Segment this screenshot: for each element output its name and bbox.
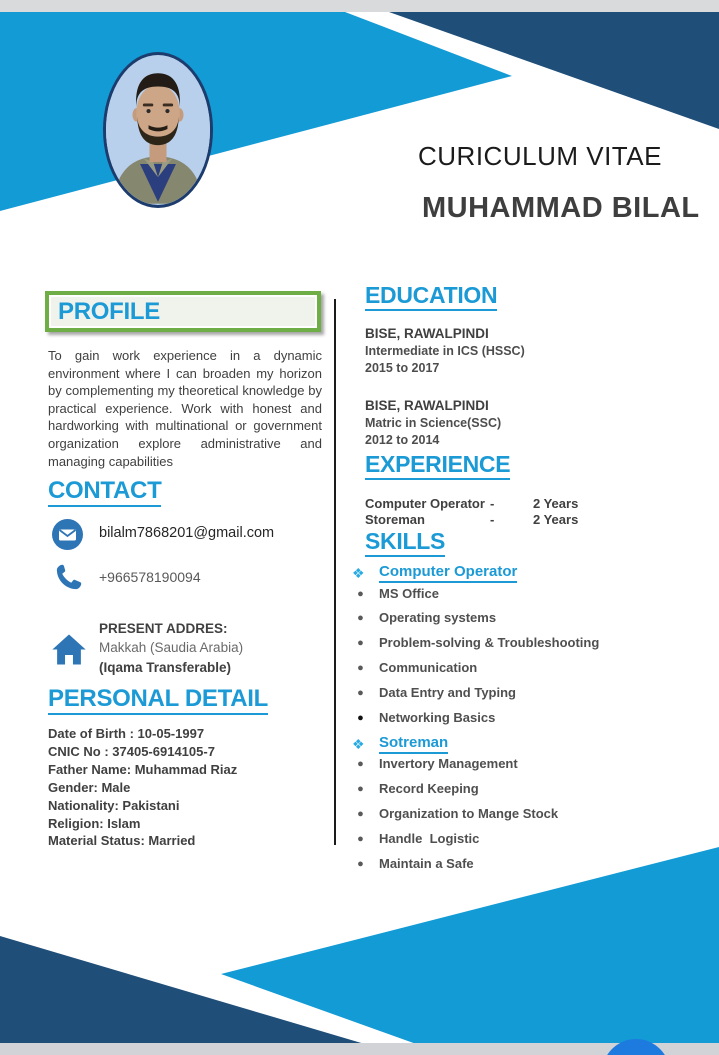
skill-label: Problem-solving & Troubleshooting <box>379 635 600 650</box>
personal-detail-row: CNIC No : 37405-6914105-7 <box>48 743 215 759</box>
skill-label: MS Office <box>379 586 439 601</box>
bullet-icon: ● <box>357 757 364 770</box>
diamond-bullet-icon: ❖ <box>352 735 365 752</box>
personal-detail-row: Nationality: Pakistani <box>48 797 180 813</box>
skill-label: Communication <box>379 660 478 675</box>
skills-heading: SKILLS <box>365 529 445 557</box>
skill-item <box>352 635 599 650</box>
top-left-blue-arrow <box>0 12 512 211</box>
bullet-icon: ● <box>357 711 364 724</box>
bullet-icon: ● <box>357 832 364 845</box>
skill-item <box>352 756 518 771</box>
skill-item <box>352 806 558 821</box>
bullet-icon: ● <box>357 807 364 820</box>
skill-item <box>352 586 439 601</box>
skill-label: Networking Basics <box>379 710 496 725</box>
personal-detail-list <box>48 725 328 850</box>
skill-item <box>352 660 477 675</box>
profile-photo <box>103 52 213 208</box>
bullet-icon: ● <box>357 857 364 870</box>
experience-duration: 2 Years <box>533 512 579 527</box>
skill-item <box>352 710 495 725</box>
skill-label: Record Keeping <box>379 781 479 796</box>
profile-heading-box <box>45 291 321 332</box>
email-value: bilalm7868201@gmail.com <box>99 525 275 541</box>
experience-row <box>365 512 580 527</box>
experience-heading: EXPERIENCE <box>365 452 510 480</box>
viewer-top-strip <box>0 0 719 12</box>
diamond-bullet-icon: ❖ <box>352 564 365 581</box>
profile-heading: PROFILE <box>58 297 160 325</box>
skill-item <box>352 781 479 796</box>
personal-detail-row: Gender: Male <box>48 779 131 795</box>
bullet-icon: ● <box>357 636 364 649</box>
bullet-icon: ● <box>357 611 364 624</box>
education-period: 2012 to 2014 <box>365 433 440 447</box>
skill-group-label: Sotreman <box>379 734 448 754</box>
bullet-icon: ● <box>357 587 364 600</box>
experience-role: Computer Operator <box>365 496 485 511</box>
experience-separator: - <box>490 512 495 527</box>
skill-label: Operating systems <box>379 610 497 625</box>
skill-group-label: Computer Operator <box>379 563 517 583</box>
skill-label: Maintain a Safe <box>379 856 474 871</box>
column-divider <box>334 299 336 845</box>
skill-group-title <box>352 563 517 583</box>
skill-item <box>352 610 496 625</box>
bullet-icon: ● <box>357 782 364 795</box>
skill-item <box>352 685 516 700</box>
personal-detail-row: Religion: Islam <box>48 815 141 831</box>
skill-group-title <box>352 734 448 754</box>
personal-detail-heading: PERSONAL DETAIL <box>48 686 268 715</box>
bullet-icon: ● <box>357 686 364 699</box>
personal-detail-row: Date of Birth : 10-05-1997 <box>48 726 205 741</box>
skill-item <box>352 856 474 871</box>
phone-icon <box>54 562 84 597</box>
experience-duration: 2 Years <box>533 496 579 511</box>
home-icon <box>50 631 88 673</box>
person-name: MUHAMMAD BILAL <box>422 192 700 224</box>
address-line1: Makkah (Saudia Arabia) <box>99 640 244 655</box>
experience-separator: - <box>490 496 495 511</box>
personal-detail-row: Father Name: Muhammad Riaz <box>48 761 238 777</box>
education-degree: Matric in Science(SSC) <box>365 416 502 430</box>
profile-summary: To gain work experience in a dynamic environment where I can broaden my horizon by complementing my theoretical knowledge by practical experience. Work with honest and hardworking with multinational or government organization explore administrative and managing capabilities <box>48 348 322 469</box>
skill-label: Data Entry and Typing <box>379 685 516 700</box>
education-period: 2015 to 2017 <box>365 361 440 375</box>
skill-label: Organization to Mange Stock <box>379 806 559 821</box>
document-title: CURICULUM VITAE <box>418 141 662 171</box>
skill-label: Handle Logistic <box>379 831 480 846</box>
education-degree: Intermediate in ICS (HSSC) <box>365 344 525 358</box>
experience-row <box>365 496 580 511</box>
skill-label: Invertory Management <box>379 756 518 771</box>
phone-value: +966578190094 <box>99 569 201 585</box>
contact-heading: CONTACT <box>48 478 161 507</box>
education-institution: BISE, RAWALPINDI <box>365 326 489 341</box>
personal-detail-row: Material Status: Married <box>48 833 196 849</box>
bullet-icon: ● <box>357 661 364 674</box>
portrait-illustration <box>106 55 210 205</box>
education-institution: BISE, RAWALPINDI <box>365 398 489 413</box>
skill-item <box>352 831 479 846</box>
experience-role: Storeman <box>365 512 425 527</box>
envelope-icon <box>52 519 83 555</box>
address-line2: (Iqama Transferable) <box>99 660 232 675</box>
education-heading: EDUCATION <box>365 283 497 311</box>
address-label: PRESENT ADDRES: <box>99 621 228 636</box>
